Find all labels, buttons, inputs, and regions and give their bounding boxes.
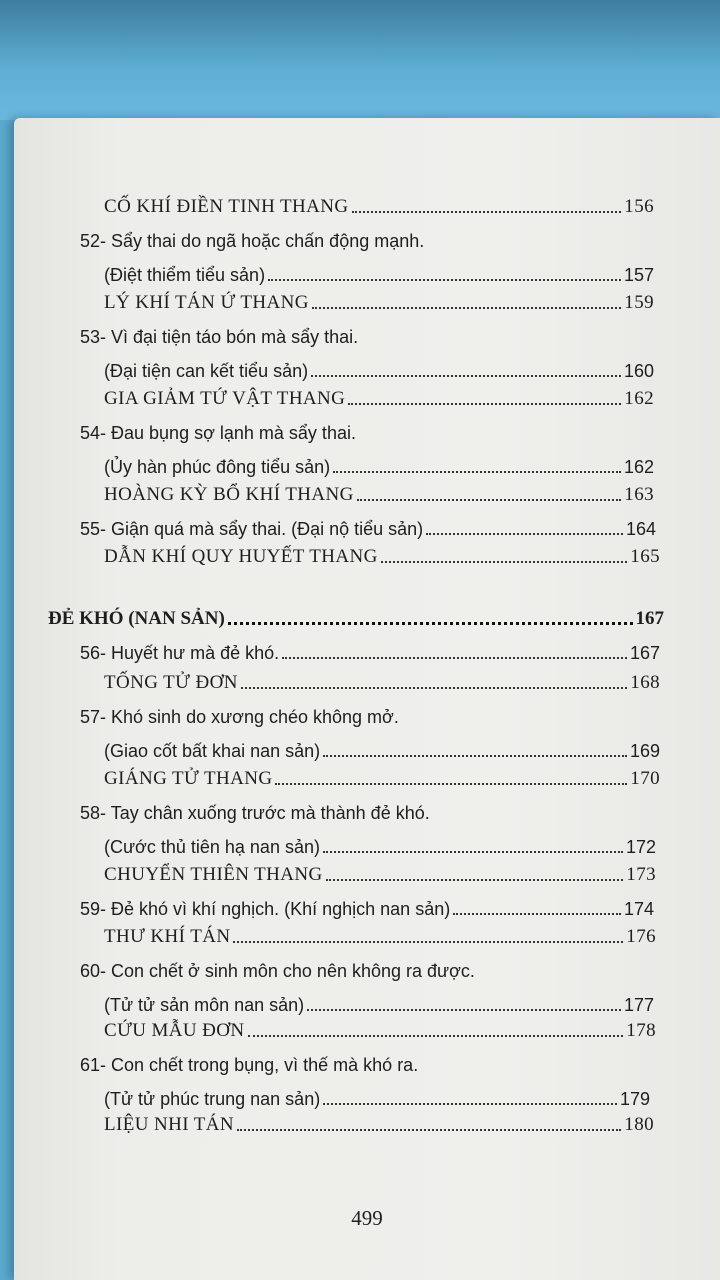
toc-entry: [80, 222, 424, 252]
toc-entry-page: 162: [623, 457, 654, 477]
dot-leader: [381, 561, 628, 563]
toc-entry-label: HOÀNG KỲ BỔ KHÍ THANG: [104, 484, 354, 505]
dot-leader: [228, 622, 633, 625]
toc-remedy-entry: [104, 1012, 656, 1042]
dot-leader: [352, 211, 622, 213]
toc-entry-label: CHUYỂN THIÊN THANG: [104, 864, 323, 885]
toc-entry-label: CỐ KHÍ ĐIỀN TINH THANG: [104, 196, 349, 217]
toc-entry: [104, 448, 654, 478]
toc-entry-page: 168: [630, 672, 660, 693]
toc-entry-label: THƯ KHÍ TÁN: [104, 926, 231, 947]
toc-entry: [80, 698, 399, 728]
toc-section-heading: [48, 600, 664, 630]
toc-entry-page: 157: [623, 265, 654, 285]
toc-entry-page: 177: [623, 995, 654, 1015]
toc-entry-page: 174: [623, 899, 654, 919]
toc-entry-page: 159: [624, 292, 654, 313]
background-surface: [0, 0, 720, 120]
toc-entry-page: 173: [626, 864, 656, 885]
toc-entry-label: (Giao cốt bất khai nan sản): [104, 741, 321, 761]
toc-entry-label: ĐẺ KHÓ (NAN SẢN): [48, 608, 225, 629]
toc-entry-page: 167: [635, 608, 664, 629]
dot-leader: [348, 403, 621, 405]
toc-entry-label: (Tử tử sản môn nan sản): [104, 995, 305, 1015]
toc-entry-label: LIỆU NHI TÁN: [104, 1114, 235, 1135]
book-page: [14, 118, 720, 1280]
dot-leader: [311, 375, 621, 377]
toc-entry: [80, 890, 654, 920]
toc-entry-label: (Đại tiện can kết tiểu sản): [104, 361, 309, 381]
toc-entry-label: 55- Giận quá mà sẩy thai. (Đại nộ tiểu sản): [80, 519, 424, 539]
toc-entry-page: 160: [623, 361, 654, 381]
toc-entry-label: (Điệt thiểm tiểu sản): [104, 265, 266, 285]
toc-entry-label: GIA GIẢM TỨ VẬT THANG: [104, 388, 346, 409]
toc-entry-page: 169: [629, 741, 660, 761]
toc-entry-label: (Ủy hàn phúc đông tiểu sản): [104, 457, 331, 477]
toc-entry-page: 165: [630, 546, 660, 567]
toc-entry: [80, 794, 430, 824]
toc-remedy-entry: [104, 284, 654, 314]
toc-entry-label: 59- Đẻ khó vì khí nghịch. (Khí nghịch nan sản): [80, 899, 451, 919]
toc-entry-label: TỐNG TỬ ĐƠN: [104, 672, 238, 693]
toc-entry-page: 180: [624, 1114, 654, 1135]
toc-entry-label: CỨU MẪU ĐƠN: [104, 1020, 245, 1041]
toc-entry-label: 58- Tay chân xuống trước mà thành đẻ khó.: [80, 803, 430, 823]
toc-entry: [80, 318, 358, 348]
toc-entry-page: 170: [630, 768, 660, 789]
toc-entry-page: 172: [625, 837, 656, 857]
toc-remedy-entry: [104, 188, 654, 218]
toc-entry-label: 61- Con chết trong bụng, vì thế mà khó ra.: [80, 1055, 419, 1075]
toc-entry-page: 164: [625, 519, 656, 539]
dot-leader: [307, 1009, 621, 1011]
dot-leader: [453, 913, 621, 915]
toc-entry-label: 60- Con chết ở sinh môn cho nên không ra được.: [80, 961, 475, 981]
toc-entry: [80, 1046, 418, 1076]
dot-leader: [426, 533, 623, 535]
toc-remedy-entry: [104, 380, 654, 410]
toc-entry-label: LÝ KHÍ TÁN Ứ THANG: [104, 292, 309, 313]
toc-remedy-entry: [104, 476, 654, 506]
toc-entry-label: 52- Sẩy thai do ngã hoặc chấn động mạnh.: [80, 231, 425, 251]
dot-leader: [323, 851, 623, 853]
dot-leader: [268, 279, 621, 281]
dot-leader: [282, 657, 627, 659]
toc-entry-page: 167: [629, 643, 660, 663]
toc-entry: [80, 414, 356, 444]
toc-entry-label: (Tử tử phúc trung nan sản): [104, 1089, 321, 1109]
toc-entry-label: (Cước thủ tiên hạ nan sản): [104, 837, 320, 857]
toc-entry-label: 56- Huyết hư mà đẻ khó.: [80, 643, 280, 663]
toc-entry-label: 54- Đau bụng sợ lạnh mà sẩy thai.: [80, 423, 356, 443]
toc-entry: [80, 510, 656, 540]
toc-entry: [104, 256, 654, 286]
dot-leader: [333, 471, 621, 473]
dot-leader: [275, 783, 627, 785]
toc-entry: [80, 952, 475, 982]
dot-leader: [248, 1035, 624, 1037]
toc-entry: [80, 634, 660, 664]
dot-leader: [241, 687, 627, 689]
toc-entry-label: 57- Khó sinh do xương chéo không mở.: [80, 707, 399, 727]
toc-remedy-entry: [104, 538, 660, 568]
toc-entry-page: 156: [624, 196, 654, 217]
toc-entry: [104, 828, 656, 858]
toc-entry-label: DẪN KHÍ QUY HUYẾT THANG: [104, 546, 378, 567]
toc-remedy-entry: [104, 664, 660, 694]
toc-remedy-entry: [104, 1106, 654, 1136]
dot-leader: [323, 1103, 617, 1105]
dot-leader: [326, 879, 624, 881]
toc-remedy-entry: [104, 856, 656, 886]
dot-leader: [323, 755, 627, 757]
page-number: 499: [351, 1206, 383, 1230]
dot-leader: [233, 941, 623, 943]
toc-entry-label: GIÁNG TỬ THANG: [104, 768, 273, 789]
toc-entry-label: 53- Vì đại tiện táo bón mà sẩy thai.: [80, 327, 359, 347]
toc-remedy-entry: [104, 760, 660, 790]
toc-entry: [104, 352, 654, 382]
toc-entry-page: 162: [624, 388, 654, 409]
toc-entry-page: 179: [619, 1089, 650, 1109]
toc-remedy-entry: [104, 918, 656, 948]
toc-entry-page: 176: [626, 926, 656, 947]
dot-leader: [357, 499, 622, 501]
toc-entry: [104, 732, 660, 762]
dot-leader: [312, 307, 621, 309]
dot-leader: [237, 1129, 621, 1131]
toc-entry-page: 163: [624, 484, 654, 505]
toc-entry-page: 178: [626, 1020, 656, 1041]
